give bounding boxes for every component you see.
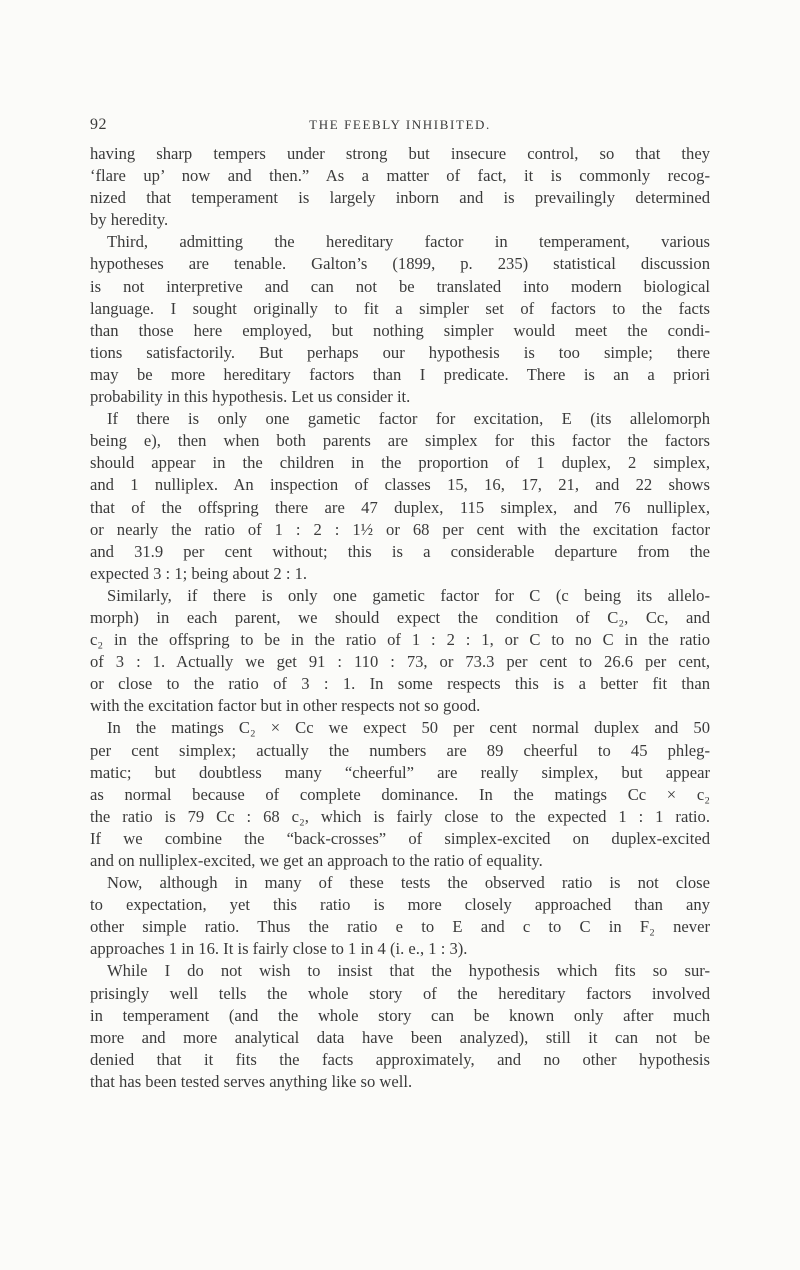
text-line: If we combine the “back-crosses” of simplex-excited on duplex-excited	[90, 828, 710, 848]
text-line: and 1 nulliplex. An inspection of classes 15, 16, 17, 21, and 22 shows	[90, 475, 710, 495]
text-line: prisingly well tells the whole story of the hereditary factors involved	[90, 983, 710, 1003]
text-line: with the excitation factor but in other respects not so good.	[90, 696, 481, 716]
text-line: or close to the ratio of 3 : 1. In some respects this is a better fit than	[90, 674, 710, 694]
text-line: being e), then when both parents are simplex for this factor the factors	[90, 431, 710, 451]
text-line: or nearly the ratio of 1 : 2 : 1½ or 68 per cent with the excitation factor	[90, 519, 710, 539]
text-line: ‘flare up’ now and then.” As a matter of fact, it is commonly recog-	[90, 166, 710, 186]
text-line: more and more analytical data have been analyzed), still it can not be	[90, 1027, 710, 1047]
text-line: as normal because of complete dominance. In the matings Cc × c₂	[90, 784, 710, 804]
text-line: that has been tested serves anything like so well.	[90, 1071, 413, 1091]
text-line: matic; but doubtless many “cheerful” are really simplex, but appear	[90, 762, 710, 782]
page-number: 92	[90, 116, 107, 133]
text-line: than those here employed, but nothing simpler would meet the condi-	[90, 320, 710, 340]
text-line: per cent simplex; actually the numbers are 89 cheerful to 45 phleg-	[90, 740, 710, 760]
text-line: having sharp tempers under strong but insecure control, so that they	[90, 144, 710, 163]
text-line: In the matings C₂ × Cc we expect 50 per cent normal duplex and 50	[107, 718, 710, 738]
text-line: nized that temperament is largely inborn and is prevailingly determined	[90, 188, 710, 208]
body-text	[90, 143, 710, 1093]
text-line: should appear in the children in the proportion of 1 duplex, 2 simplex,	[90, 453, 710, 473]
text-line: If there is only one gametic factor for excitation, E (its allelomorph	[107, 409, 710, 429]
text-line: c₂ in the offspring to be in the ratio of 1 : 2 : 1, or C to no C in the ratio	[90, 630, 710, 650]
text-line: hypotheses are tenable. Galton’s (1899, p. 235) statistical discussion	[90, 254, 710, 274]
text-line: is not interpretive and can not be translated into modern biological	[90, 276, 710, 296]
text-line: may be more hereditary factors than I predicate. There is an a priori	[90, 364, 710, 384]
text-line: of 3 : 1. Actually we get 91 : 110 : 73, or 73.3 per cent to 26.6 per cent,	[90, 652, 710, 672]
text-line: morph) in each parent, we should expect the condition of C₂, Cc, and	[90, 607, 710, 627]
text-line: by heredity.	[90, 210, 169, 230]
text-line: and on nulliplex-excited, we get an approach to the ratio of equality.	[90, 851, 543, 870]
text-line: expected 3 : 1; being about 2 : 1.	[90, 563, 308, 583]
text-line: While I do not wish to insist that the hypothesis which fits so sur-	[107, 961, 710, 981]
text-line: Similarly, if there is only one gametic factor for C (c being its allelo-	[107, 585, 710, 605]
page-header	[90, 116, 710, 136]
text-line: the ratio is 79 Cc : 68 c₂, which is fairly close to the expected 1 : 1 ratio.	[90, 806, 710, 826]
text-line: language. I sought originally to fit a simpler set of factors to the facts	[90, 298, 710, 318]
text-line: probability in this hypothesis. Let us consider it.	[90, 387, 411, 407]
text-line: Now, although in many of these tests the observed ratio is not close	[107, 873, 710, 893]
running-head: THE FEEBLY INHIBITED.	[309, 117, 491, 132]
text-line: that of the offspring there are 47 duplex, 115 simplex, and 76 nulliplex,	[90, 497, 710, 517]
text-line: denied that it fits the facts approximately, and no other hypothesis	[90, 1049, 710, 1069]
text-line: other simple ratio. Thus the ratio e to E and c to C in F₂ never	[90, 917, 710, 937]
text-line: Third, admitting the hereditary factor in temperament, various	[107, 232, 710, 252]
text-line: approaches 1 in 16. It is fairly close to 1 in 4 (i. e., 1 : 3).	[90, 939, 468, 959]
text-line: to expectation, yet this ratio is more closely approached than any	[90, 895, 710, 915]
text-line: in temperament (and the whole story can be known only after much	[90, 1005, 710, 1025]
text-line: and 31.9 per cent without; this is a considerable departure from the	[90, 541, 710, 561]
text-line: tions satisfactorily. But perhaps our hypothesis is too simple; there	[90, 342, 710, 362]
